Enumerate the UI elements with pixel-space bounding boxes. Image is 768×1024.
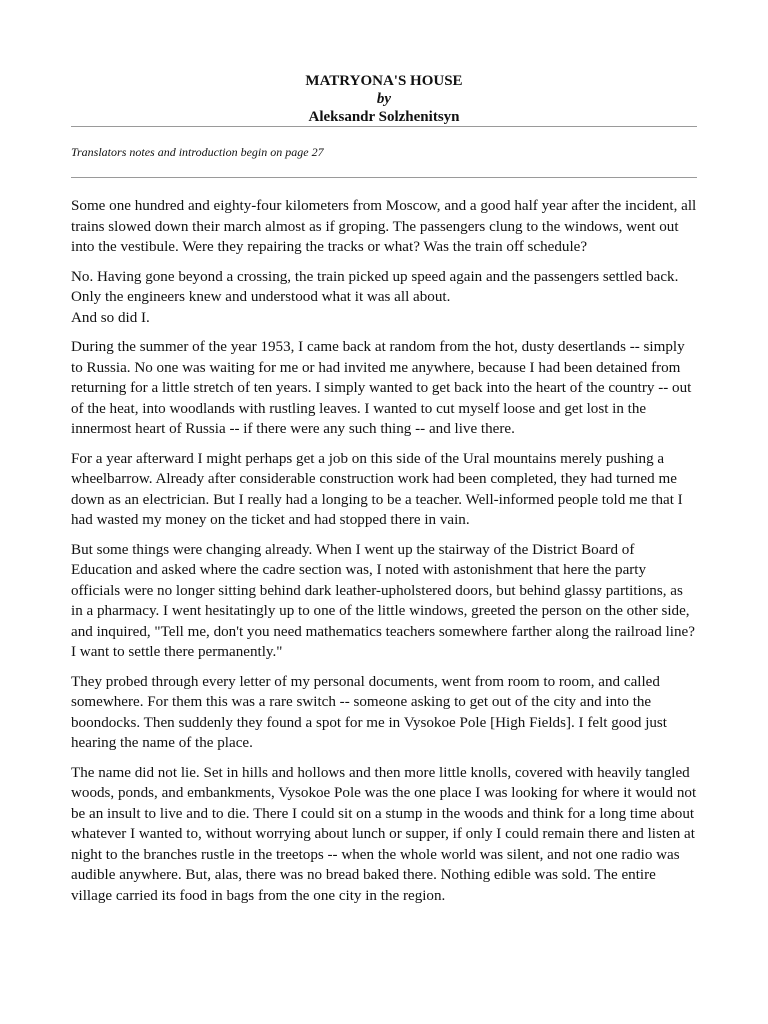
paragraph-line: No. Having gone beyond a crossing, the train picked up speed again and the passengers settled back. Only the engineers knew and understood what it was all about. <box>71 268 679 305</box>
paragraph: They probed through every letter of my personal documents, went from room to room, and called somewhere. For them this was a rare switch -- someone asking to get out of the city and into the boondocks. Then suddenly they found a spot for me in Vysokoe Pole [High Fields]. I felt good just hearing the name of the place. <box>71 673 668 751</box>
body-text <box>71 196 697 906</box>
document-title: MATRYONA'S HOUSE <box>305 73 463 89</box>
byline-by: by <box>376 91 392 107</box>
paragraph: Some one hundred and eighty-four kilometers from Moscow, and a good half year after the incident, all trains slowed down their march almost as if groping. The passengers clung to the windows, went out into the vestibule. Were they repairing the tracks or what? Was the train off schedule? <box>71 198 697 255</box>
paragraph: For a year afterward I might perhaps get a job on this side of the Ural mountains merely pushing a wheelbarrow. Already after considerable construction work had been completed, they had turned me down as an electrician. But I really had a longing to be a teacher. Well-informed people told me that I had wasted my money on the ticket and had stopped there in vain. <box>71 450 683 528</box>
title-block <box>71 72 697 126</box>
divider-top <box>71 126 697 127</box>
paragraph-line: And so did I. <box>71 309 150 326</box>
paragraph: But some things were changing already. When I went up the stairway of the District Board of Education and asked where the cadre section was, I noted with astonishment that here the party officials were no longer sitting behind dark leather-upholstered doors, but behind glassy partitions, as in a pharmacy. I went hesitatingly up to one of the little windows, greeted the person on the other side, and inquired, "Tell me, don't you need mathematics teachers somewhere farther along the railroad line? I want to settle there permanently." <box>71 541 695 660</box>
divider-bottom <box>71 177 697 178</box>
paragraph <box>71 267 697 329</box>
translator-note: Translators notes and introduction begin on page 27 <box>71 145 324 159</box>
paragraph: During the summer of the year 1953, I came back at random from the hot, dusty desertlands -- simply to Russia. No one was waiting for me or had invited me anywhere, because I had been detained from returning for a little stretch of ten years. I simply wanted to get back into the heart of the country -- out of the heat, into woodlands with rustling leaves. I wanted to cut myself loose and get lost in the innermost heart of Russia -- if there were any such thing -- and live there. <box>71 339 692 437</box>
paragraph: The name did not lie. Set in hills and hollows and then more little knolls, covered with heavily tangled woods, ponds, and embankments, Vysokoe Pole was the one place I was looking for where it would not be an insult to live and to die. There I could sit on a stump in the woods and think for a long time about whatever I wanted to, without worrying about lunch or supper, if only I could remain there and listen at night to the branches rustle in the treetops -- when the whole world was silent, and not one radio was audible anywhere. But, alas, there was no bread baked there. Nothing edible was sold. The entire village carried its food in bags from the one city in the region. <box>71 764 697 904</box>
author-name: Aleksandr Solzhenitsyn <box>308 109 460 125</box>
